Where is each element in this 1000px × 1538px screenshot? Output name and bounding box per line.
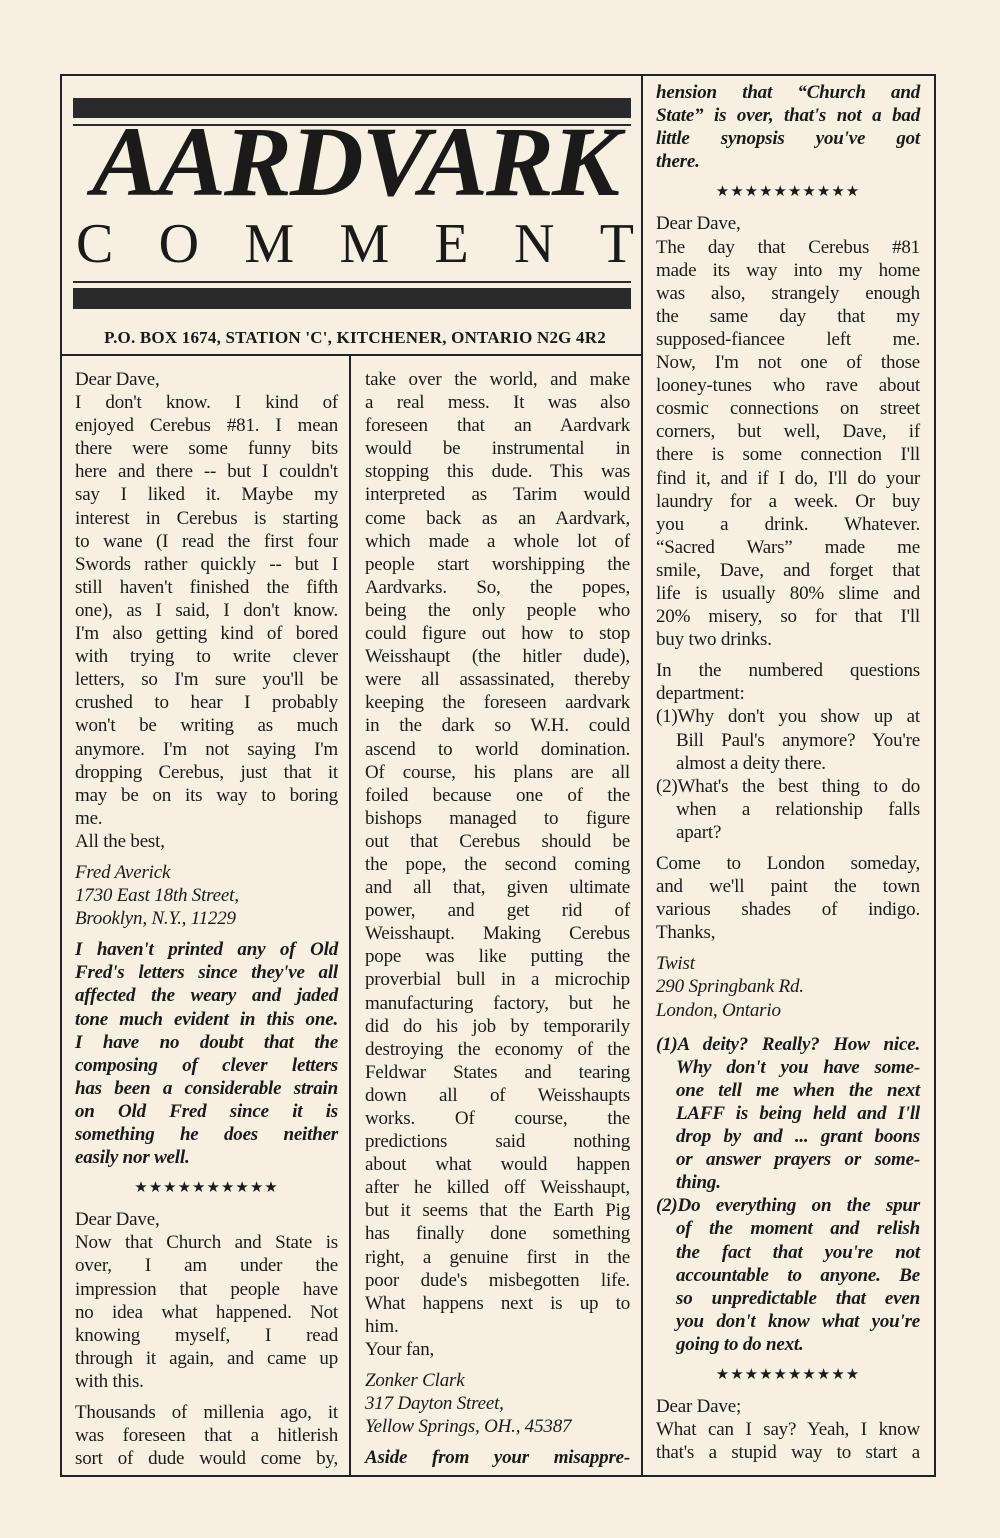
letter-paragraph [656,236,920,652]
letter-paragraph [75,1401,338,1470]
text-line: easily nor well. [75,1147,190,1169]
header-column-divider [641,74,643,1477]
text-line: various shades of indigo. [656,899,920,921]
text-line: State” is over, that's not a bad [656,105,920,127]
text-line: say I liked it. Maybe my [75,484,338,506]
text-line: looney-tunes who rave about [656,375,920,397]
masthead-title-aardvark: AARDVARK [91,106,619,217]
comment-letter: M [244,213,295,275]
bottom-thick-bar [73,288,631,309]
comment-letter: E [434,213,469,275]
text-line: I haven't printed any of Old [75,939,338,961]
text-line: (2)Do everything on the spur [656,1195,920,1217]
text-line: Weisshaupt. Making Cerebus [365,923,630,945]
text-line: Aardvarks. So, the popes, [365,576,630,598]
letter-paragraph [656,1418,920,1464]
text-line: (1)A deity? Really? How nice. [656,1033,920,1055]
text-line: I don't know. I kind of [75,392,338,414]
text-line: I have no doubt that the [75,1031,338,1053]
text-line: of the moment and relish [676,1218,920,1240]
text-line: Come to London someday, [656,853,920,874]
text-line: after he killed off Weisshaupt, [365,1177,630,1199]
text-line: dropping Cerebus, just that it [75,761,338,783]
text-line: manufacturing factory, but he [365,992,630,1014]
text-line: little synopsis you've got [656,128,920,150]
text-line: anymore. I'm not saying I'm [75,738,338,760]
text-line: What can I say? Yeah, I know [656,1419,920,1441]
text-line: laundry for a week. Or buy [656,490,920,512]
header-bottom-rule [60,354,642,356]
text-line: there. [656,151,700,173]
letters-column-1 [75,368,338,1470]
text-line: Yellow Springs, OH., 45387 [365,1416,572,1438]
text-line: one), as I said, I don't know. [75,599,338,621]
text-line: the pope, the second coming [365,853,630,875]
text-line: one tell me when the next [676,1079,920,1101]
text-line: (2)What's the best thing to do [656,775,920,797]
editor-reply [656,81,920,173]
text-line: about what would happen [365,1154,630,1176]
text-line: in the dark so W.H. could [365,715,630,737]
letter-paragraph [75,368,338,391]
text-line: Why don't you have some- [676,1056,920,1078]
text-line: Brooklyn, N.Y., 11229 [75,908,236,930]
text-line: on Old Fred since it is [75,1100,338,1122]
editor-reply [75,938,338,1169]
letter-paragraph [656,1395,920,1418]
text-line: still haven't finished the fifth [75,576,338,598]
text-line: a real mess. It was also [365,392,630,414]
text-line: could figure out how to stop [365,623,630,645]
mailing-address: P.O. BOX 1674, STATION 'C', KITCHENER, ONTARIO N2G 4R2 [104,328,606,347]
section-separator-stars [75,1177,338,1200]
letter-paragraph [656,775,920,844]
letter-signature [656,952,920,1021]
text-line: “Sacred Wars” made me [656,536,920,558]
text-line: something he does neither [75,1124,338,1145]
text-line: here and there -- but I couldn't [75,461,338,483]
text-line: impression that people have [75,1278,338,1300]
text-line: you don't know what you're [676,1310,920,1332]
text-line: ascend to world domination. [365,738,630,760]
text-line: made its way into my home [656,259,920,281]
text-line: corners, but well, Dave, if [656,421,920,443]
text-line: through it again, and came up [75,1347,338,1369]
text-line: smile, Dave, and forget that [656,559,920,581]
editor-reply [365,1446,630,1469]
text-line: take over the world, and make [365,369,630,390]
text-line: Thanks, [656,922,716,944]
text-line: people start worshipping the [365,553,630,575]
text-line: going to do next. [676,1333,804,1355]
text-line: 317 Dayton Street, [365,1393,504,1415]
text-line: foreseen that an Aardvark [365,415,630,437]
comment-letter: C [76,213,114,275]
text-line: may be on its way to boring [75,784,338,806]
comment-letter: N [514,213,555,275]
text-line: me. [75,807,103,829]
text-line: was foreseen that a hitlerish [75,1425,338,1447]
text-line: so unpredictable that even [676,1287,920,1309]
text-line: when a relationship falls [676,798,920,820]
text-line: the same day that my [656,305,920,327]
text-line: Dear Dave, [75,1209,160,1231]
text-line: there is some connection I'll [656,444,920,466]
text-line: pope was like putting the [365,946,630,968]
text-line: right, a genuine first in the [365,1246,630,1268]
letter-paragraph [75,1231,338,1393]
text-line: come back as an Aardvark, [365,507,630,529]
text-line: or answer prayers or some- [676,1149,920,1171]
editor-reply [656,1033,920,1195]
text-line: works. Of course, the [365,1108,630,1129]
text-line: Aside from your misappre- [365,1447,630,1469]
text-line: would be instrumental in [365,438,630,460]
text-line: the fact that you're not [676,1241,920,1263]
text-line: Fred's letters since they've all [75,962,338,984]
text-line: letters, so I'm sure you'll be [75,669,338,691]
text-line: buy two drinks. [656,629,772,651]
text-line: thing. [676,1172,721,1194]
text-line: supposed-fiancee left me. [656,328,920,350]
text-line: which made a whole lot of [365,530,630,552]
text-line: Zonker Clark [365,1370,465,1392]
text-line: and we'll paint the town [656,876,920,898]
text-line: down all of Weisshaupts [365,1084,630,1106]
section-separator-stars [656,181,920,204]
text-line: has finally done something [365,1223,630,1245]
text-line: find it, and if I do, I'll do your [656,467,920,489]
text-line: almost a deity there. [676,752,826,774]
letters-column-3 [656,81,920,1464]
text-line: there were some funny bits [75,438,338,460]
text-line: Now that Church and State is [75,1232,338,1254]
text-line: knowing myself, I read [75,1324,338,1346]
text-line: Swords rather quickly -- but I [75,553,338,575]
text-line: destroying the economy of the [365,1038,630,1060]
text-line: What happens next is up to [365,1292,630,1314]
text-line: drop by and ... grant boons [676,1126,920,1148]
text-line: him. [365,1315,399,1337]
text-line: interest in Cerebus is starting [75,507,338,529]
text-line: was also, strangely enough [656,282,920,304]
letter-paragraph [75,391,338,830]
comment-letter: T [599,213,634,275]
text-line: Now, I'm not one of those [656,352,920,374]
text-line: Your fan, [365,1338,435,1360]
letter-signature [365,1369,630,1438]
letter-paragraph [656,852,920,944]
editor-reply [656,1194,920,1356]
text-line: that's a stupid way to start a [656,1442,920,1464]
text-line: proverbial bull in a microchip [365,969,630,991]
letter-paragraph [656,659,920,705]
text-line: I'm also getting kind of bored [75,623,338,645]
text-line: 20% misery, so for that I'll [656,606,920,628]
text-line: tone much evident in this one. [75,1008,338,1030]
text-line: In the numbered questions [656,660,920,682]
text-line: were all assassinated, thereby [365,669,630,691]
text-line: (1)Why don't you show up at [656,706,920,728]
text-line: ★★★★★★★★★★ [715,184,861,201]
letter-paragraph [75,1208,338,1231]
text-line: 1730 East 18th Street, [75,885,239,907]
letters-column-2 [365,368,630,1469]
comment-letter: O [158,213,200,275]
text-line: Fred Averick [75,861,171,883]
text-line: you a drink. Whatever. [656,513,920,535]
text-line: with this. [75,1370,144,1392]
text-line: Thousands of millenia ago, it [75,1402,338,1424]
text-line: Feldwar States and tearing [365,1061,630,1083]
text-line: London, Ontario [656,999,781,1021]
section-separator-stars [656,1364,920,1387]
letter-paragraph [365,368,630,1338]
text-line: and all that, given ultimate [365,877,630,899]
text-line: but it seems that the Earth Pig [365,1200,630,1222]
text-line: composing of clever letters [75,1054,338,1076]
text-line: affected the weary and jaded [75,985,338,1007]
text-line: LAFF is being held and I'll [676,1102,920,1124]
text-line: over, I am under the [75,1255,338,1277]
text-line: Of course, his plans are all [365,761,630,783]
text-line: Bill Paul's anymore? You're [676,729,920,751]
text-line: cosmic connections on street [656,398,920,420]
text-line: sort of dude would come by, [75,1448,338,1470]
text-line: stopping this dude. This was [365,461,630,483]
text-line: The day that Cerebus #81 [656,236,920,258]
text-line: Twist [656,953,695,975]
text-line: accountable to anyone. Be [676,1264,920,1286]
text-line: no idea what happened. Not [75,1301,338,1323]
letter-paragraph [656,705,920,774]
letter-signature [75,861,338,930]
text-line: crushed to hear I probably [75,692,338,714]
text-line: apart? [676,821,722,843]
text-line: ★★★★★★★★★★ [715,1366,861,1383]
text-line: won't be writing as much [75,715,338,737]
text-line: did do his job by temporarily [365,1015,630,1037]
text-line: has been a considerable strain [75,1077,338,1099]
text-line: foiled because one of the [365,784,630,806]
text-line: predictions said nothing [365,1131,630,1153]
text-line: Dear Dave, [75,369,160,390]
text-line: department: [656,683,745,705]
text-line: keeping the foreseen aardvark [365,692,630,714]
text-line: 290 Springbank Rd. [656,976,804,998]
text-line: to wane (I read the first four [75,530,338,552]
text-line: poor dude's misbegotten life. [365,1269,630,1291]
comment-letter: M [339,213,390,275]
masthead-title-comment [70,214,640,274]
text-line: interpreted as Tarim would [365,484,630,506]
text-line: with trying to write clever [75,646,338,668]
bottom-thin-rule [73,281,631,283]
text-line: ★★★★★★★★★★ [134,1180,279,1197]
text-line: being the only people who [365,599,630,621]
text-line: Weisshaupt (the hitler dude), [365,646,630,668]
text-line: hension that “Church and [656,82,920,103]
text-line: Dear Dave, [656,213,741,235]
letter-paragraph [75,830,338,853]
letter-paragraph [656,212,920,235]
text-line: life is usually 80% slime and [656,582,920,604]
text-line: All the best, [75,830,165,852]
text-line: power, and get rid of [365,900,630,922]
text-line: bishops managed to figure [365,807,630,829]
text-line: enjoyed Cerebus #81. I mean [75,415,338,437]
letter-paragraph [365,1338,630,1361]
text-line: Dear Dave; [656,1396,742,1418]
column-divider [349,355,351,1477]
text-line: out that Cerebus should be [365,830,630,852]
